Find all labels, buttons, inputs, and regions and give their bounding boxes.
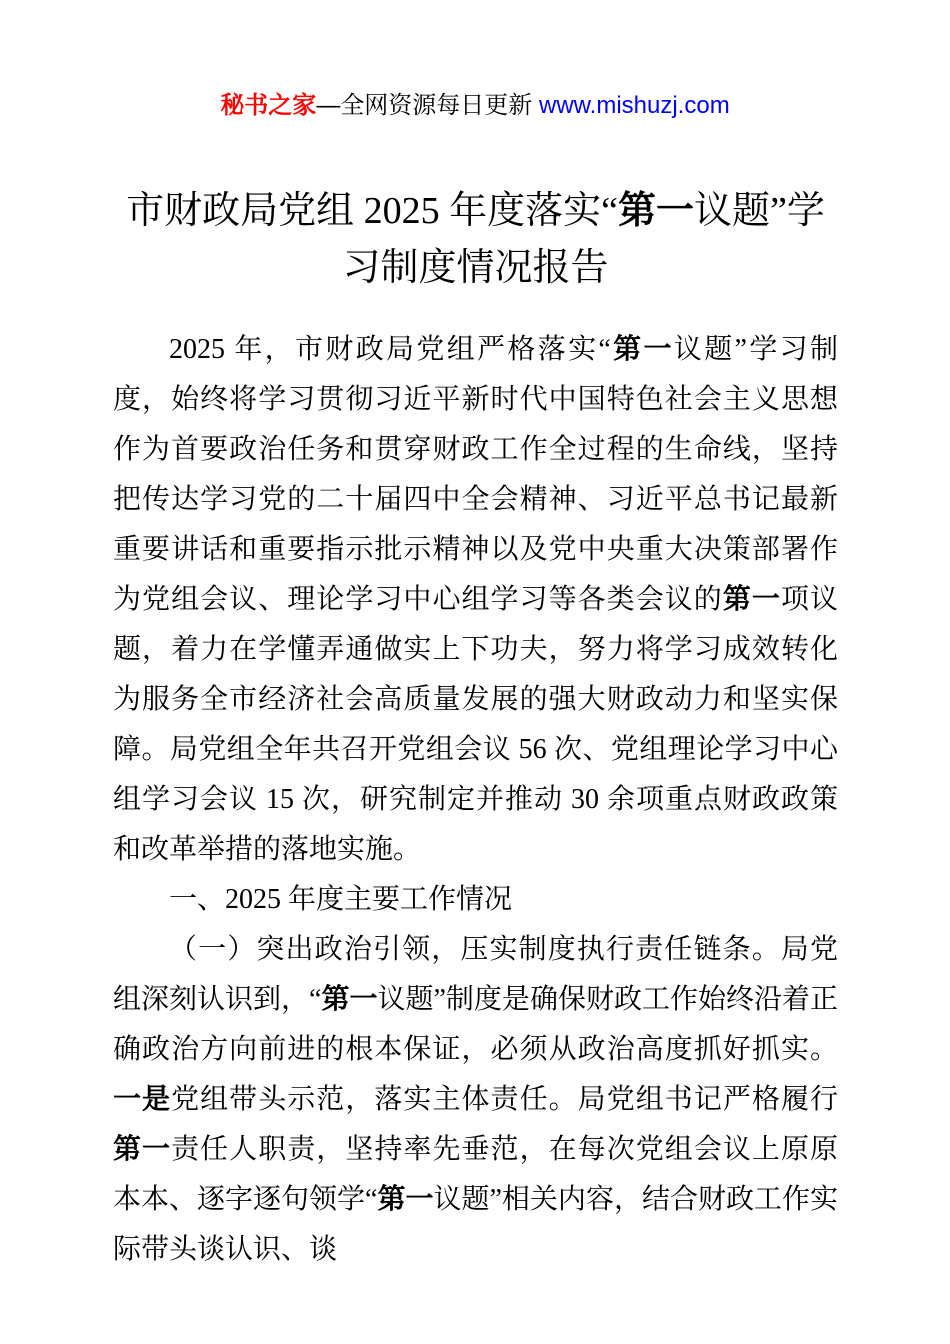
paragraph-1: [113, 325, 838, 875]
p1-text: 2025 年，市财政局党组严格落实“: [169, 334, 611, 365]
site-tagline: —全网资源每日更新: [316, 92, 539, 119]
p2-text: 责任人职责，坚持率先垂范，在每次党组会议上原原本本、逐字逐句领学“: [113, 1134, 838, 1215]
paragraph-2: [113, 925, 838, 1275]
section-heading: 一、2025 年度主要工作情况: [169, 884, 513, 915]
p2-bold: 第一: [113, 1134, 172, 1165]
title-text-post: 议题”学习制度情况报告: [342, 190, 825, 289]
site-url-link[interactable]: www.mishuzj.com: [538, 92, 730, 119]
p2-text: （一）突出政治引领，压实制度执行责任链条。局党组深刻认识到，“: [113, 934, 838, 1015]
p1-text: 议题”学习制度，始终将学习贯彻习近平新时代中国特色社会主义思想作为首要政治任务和贯穿财政工作全过程的生命线，坚持把传达学习党的二十届四中全会精神、习近平总书记最新重要讲话和重要指示批示精神以及党中央重大决策部署作为党组会议、理论学习中心组学习等各类会议的: [113, 334, 838, 615]
site-name: 秘书之家: [220, 92, 317, 119]
site-header: [0, 91, 950, 121]
title-text-pre: 市财政局党组 2025 年度落实“: [126, 190, 618, 232]
p1-text: 项议题，着力在学懂弄通做实上下功夫，努力将学习成效转化为服务全市经济社会高质量发展的强大财政动力和坚实保障。局党组全年共召开党组会议 56 次、党组理论学习中心组学习会议 15 次，研究制定并推动 30 余项重点财政政策和改革举措的落地实施。: [113, 584, 838, 865]
document-body: [113, 325, 838, 1275]
p2-text: 党组带头示范，落实主体责任。局党组书记严格履行: [171, 1084, 838, 1115]
p2-bold: 第一: [321, 984, 378, 1015]
p2-bold: 一是: [113, 1084, 172, 1115]
p2-text: 议题”制度是确保财政工作始终沿着正确政治方向前进的根本保证，必须从政治高度抓好抓实。: [113, 984, 838, 1065]
p1-bold: 第一: [610, 334, 674, 365]
document-title: [113, 183, 838, 297]
p2-text: 议题”相关内容，结合财政工作实际带头谈认识、谈: [113, 1184, 838, 1265]
p2-bold: 第一: [377, 1184, 434, 1215]
p1-bold: 第一: [722, 584, 781, 615]
title-text-bold: 第一: [617, 190, 694, 232]
